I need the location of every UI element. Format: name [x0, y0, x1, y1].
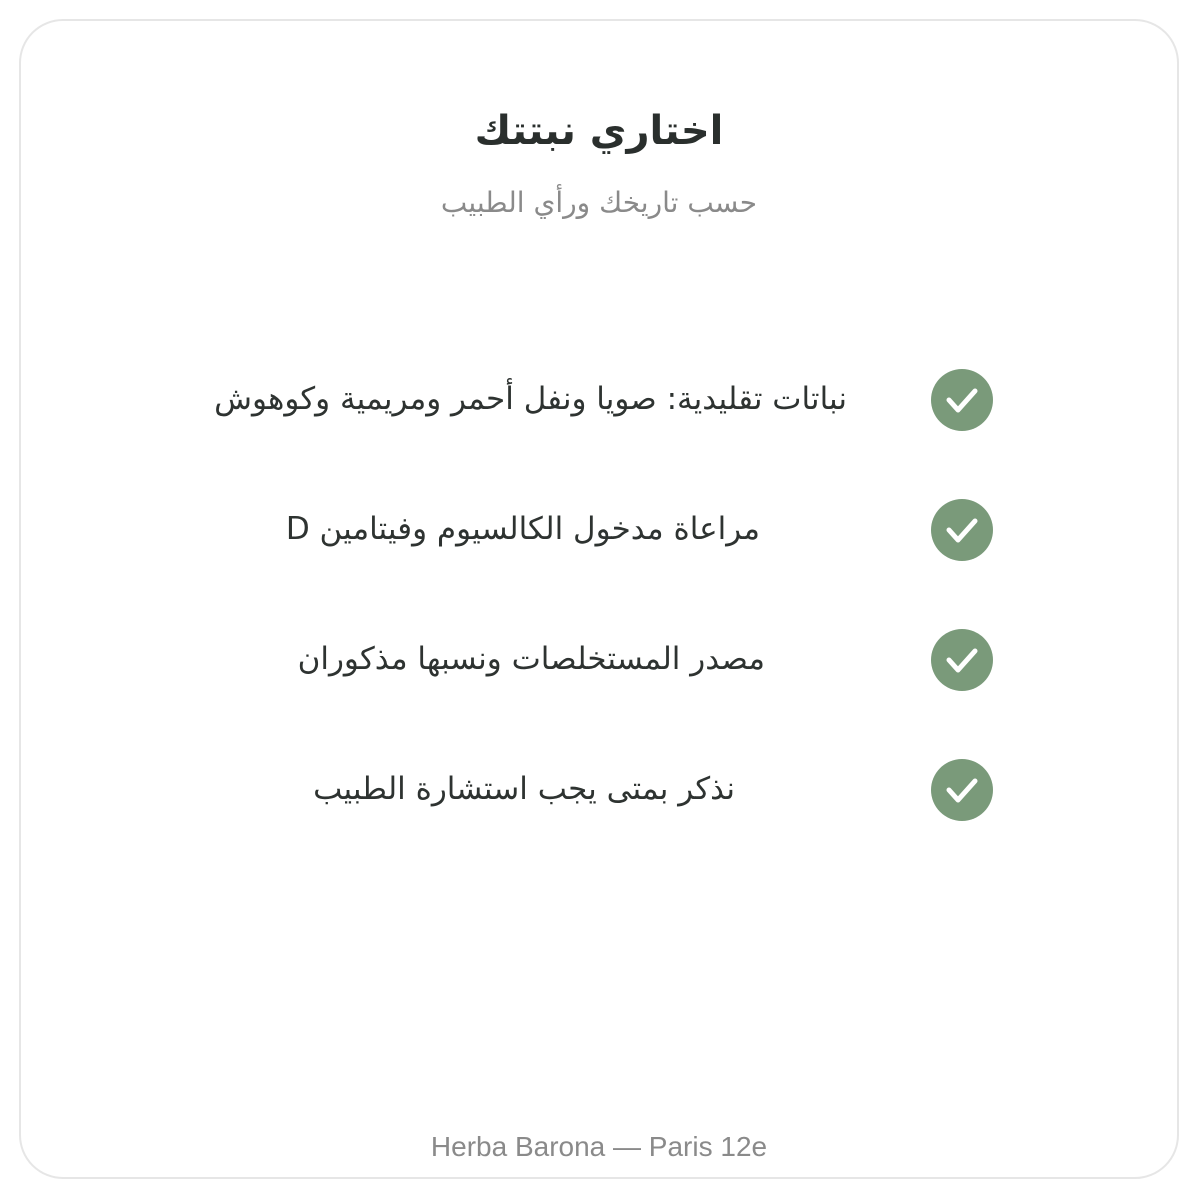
list-item: [21, 499, 1177, 563]
page-subtitle: حسب تاريخك ورأي الطبيب: [440, 186, 758, 219]
list-item-label: نباتات تقليدية: صويا ونفل أحمر ومريمية وكوهوش: [214, 381, 847, 417]
check-icon: [931, 499, 993, 561]
list-item: [21, 759, 1177, 823]
feature-list: [21, 21, 1177, 1177]
check-icon: [931, 629, 993, 691]
page-title: اختاري نبتتك: [474, 108, 724, 154]
list-item-label: مصدر المستخلصات ونسبها مذكوران: [297, 641, 765, 677]
footer-text: Herba Barona — Paris 12e: [430, 1131, 768, 1162]
check-icon: [931, 759, 993, 821]
list-item: [21, 629, 1177, 693]
list-item: [21, 369, 1177, 433]
content-card: [19, 19, 1179, 1179]
check-icon: [931, 369, 993, 431]
list-item-label: نذكر بمتى يجب استشارة الطبيب: [313, 771, 735, 807]
list-item-label: مراعاة مدخول الكالسيوم وفيتامين D: [285, 511, 760, 547]
